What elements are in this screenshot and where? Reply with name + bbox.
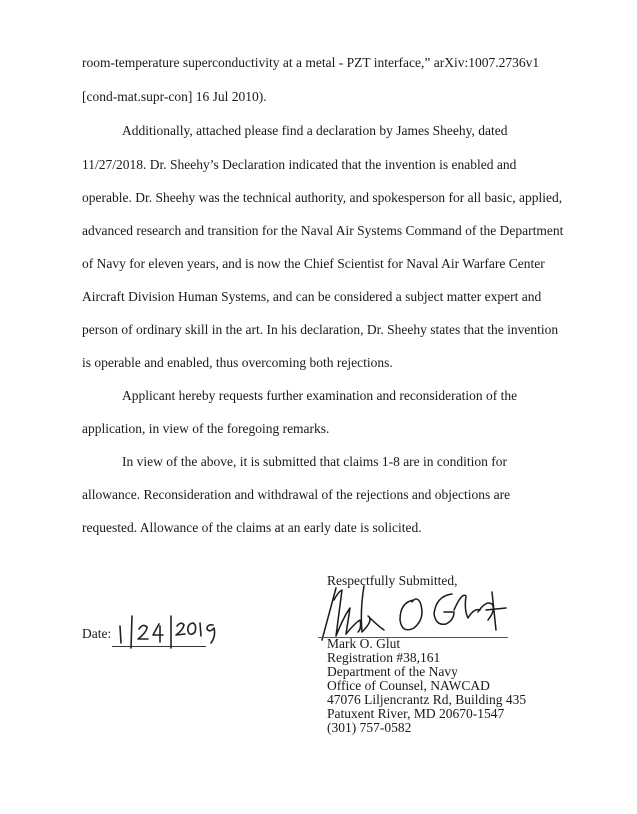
body-line: of Navy for eleven years, and is now the Chief Scientist for Naval Air Warfare Center xyxy=(82,256,545,271)
handwritten-date xyxy=(113,612,223,650)
body-line: operable. Dr. Sheehy was the technical authority, and spokesperson for all basic, applied, xyxy=(82,190,563,205)
signer-registration: Registration #38,161 xyxy=(327,650,441,665)
body-line: allowance. Reconsideration and withdrawal of the rejections and objections are xyxy=(82,487,511,502)
handwritten-signature xyxy=(316,580,516,644)
body-line: Aircraft Division Human Systems, and can be considered a subject matter expert and xyxy=(82,289,542,304)
signature-block xyxy=(327,637,526,735)
body-line: room-temperature superconductivity at a metal - PZT interface,” arXiv:1007.2736v1 xyxy=(82,55,540,70)
signer-office: Office of Counsel, NAWCAD xyxy=(327,678,490,693)
signer-name: Mark O. Glut xyxy=(327,636,401,651)
signer-address-line1: 47076 Liljencrantz Rd, Building 435 xyxy=(327,692,527,707)
body-line: person of ordinary skill in the art. In his declaration, Dr. Sheehy states that the invention xyxy=(82,322,559,337)
body-line: is operable and enabled, thus overcoming both rejections. xyxy=(82,355,393,370)
body-line: application, in view of the foregoing remarks. xyxy=(82,421,330,436)
signer-organization: Department of the Navy xyxy=(327,664,458,679)
body-line: [cond-mat.supr-con] 16 Jul 2010). xyxy=(82,89,267,104)
body-line: advanced research and transition for the Naval Air Systems Command of the Department xyxy=(82,223,564,238)
signer-phone: (301) 757-0582 xyxy=(327,720,412,735)
body-line: 11/27/2018. Dr. Sheehy’s Declaration indicated that the invention is enabled and xyxy=(82,157,517,172)
body-line: Additionally, attached please find a declaration by James Sheehy, dated xyxy=(122,123,508,138)
date-label: Date: xyxy=(82,626,112,641)
closing-text: Respectfully Submitted, xyxy=(327,573,458,588)
body-line: Applicant hereby requests further examination and reconsideration of the xyxy=(122,388,518,403)
signer-address-line2: Patuxent River, MD 20670-1547 xyxy=(327,706,505,721)
body-line: In view of the above, it is submitted that claims 1-8 are in condition for xyxy=(122,454,508,469)
body-line: requested. Allowance of the claims at an early date is solicited. xyxy=(82,520,422,535)
